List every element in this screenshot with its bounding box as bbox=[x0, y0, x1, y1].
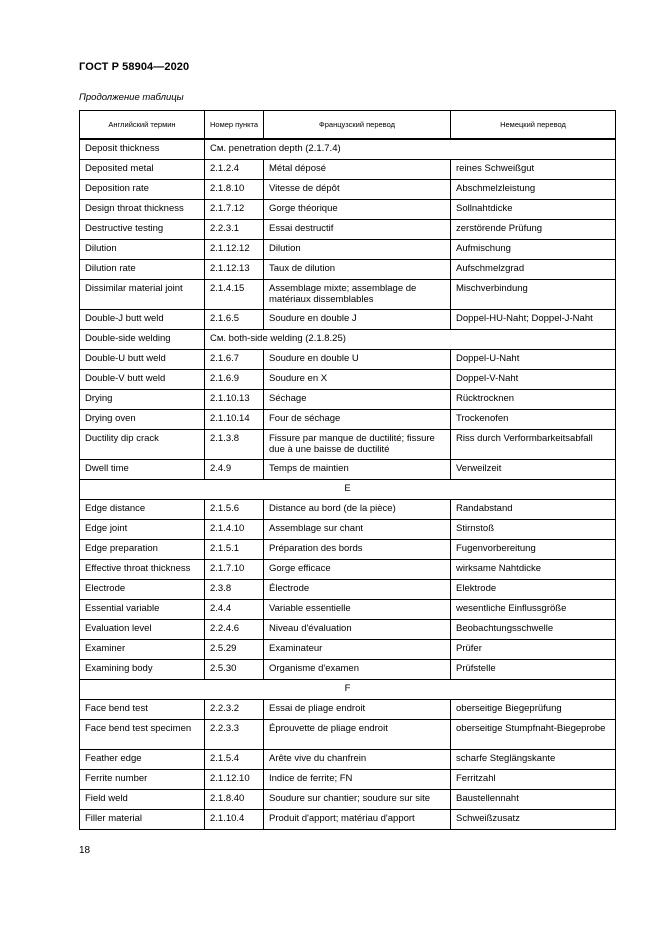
column-header-german: Немецкий перевод bbox=[451, 111, 616, 140]
table-row bbox=[80, 240, 616, 260]
item-number: 2.1.5.4 bbox=[205, 750, 264, 770]
english-term: Dilution bbox=[80, 240, 205, 260]
table-row bbox=[80, 560, 616, 580]
item-number: 2.1.12.13 bbox=[205, 260, 264, 280]
item-number: 2.1.6.7 bbox=[205, 350, 264, 370]
table-row bbox=[80, 160, 616, 180]
german-translation: Beobachtungsschwelle bbox=[451, 620, 616, 640]
german-translation: oberseitige Biegeprüfung bbox=[451, 700, 616, 720]
english-term: Ferrite number bbox=[80, 770, 205, 790]
table-row bbox=[80, 720, 616, 750]
english-term: Face bend test specimen bbox=[80, 720, 205, 750]
item-number: 2.5.30 bbox=[205, 660, 264, 680]
german-translation: Doppel-HU-Naht; Doppel-J-Naht bbox=[451, 310, 616, 330]
item-number: 2.1.5.6 bbox=[205, 500, 264, 520]
german-translation: Verweilzeit bbox=[451, 460, 616, 480]
item-number: 2.2.4.6 bbox=[205, 620, 264, 640]
french-translation: Organisme d'examen bbox=[264, 660, 451, 680]
table-row bbox=[80, 750, 616, 770]
table-row bbox=[80, 640, 616, 660]
french-translation: Séchage bbox=[264, 390, 451, 410]
french-translation: Dilution bbox=[264, 240, 451, 260]
item-number: 2.1.5.1 bbox=[205, 540, 264, 560]
english-term: Deposition rate bbox=[80, 180, 205, 200]
english-term: Edge joint bbox=[80, 520, 205, 540]
german-translation: reines Schweißgut bbox=[451, 160, 616, 180]
english-term: Drying bbox=[80, 390, 205, 410]
german-translation: Ferritzahl bbox=[451, 770, 616, 790]
item-number: 2.1.12.12 bbox=[205, 240, 264, 260]
table-row bbox=[80, 220, 616, 240]
table-row bbox=[80, 620, 616, 640]
french-translation: Taux de dilution bbox=[264, 260, 451, 280]
german-translation: Prüfstelle bbox=[451, 660, 616, 680]
french-translation: Niveau d'évaluation bbox=[264, 620, 451, 640]
german-translation: Stirnstoß bbox=[451, 520, 616, 540]
french-translation: Essai de pliage endroit bbox=[264, 700, 451, 720]
english-term: Evaluation level bbox=[80, 620, 205, 640]
item-number: 2.1.2.4 bbox=[205, 160, 264, 180]
item-number: 2.1.10.4 bbox=[205, 810, 264, 830]
english-term: Ductility dip crack bbox=[80, 430, 205, 460]
english-term: Electrode bbox=[80, 580, 205, 600]
german-translation: Abschmelzleistung bbox=[451, 180, 616, 200]
french-translation: Variable essentielle bbox=[264, 600, 451, 620]
table-row bbox=[80, 390, 616, 410]
german-translation: Aufschmelzgrad bbox=[451, 260, 616, 280]
table-row bbox=[80, 540, 616, 560]
french-translation: Distance au bord (de la pièce) bbox=[264, 500, 451, 520]
item-number: 2.1.8.10 bbox=[205, 180, 264, 200]
french-translation: Gorge théorique bbox=[264, 200, 451, 220]
german-translation: Mischverbindung bbox=[451, 280, 616, 310]
french-translation: Préparation des bords bbox=[264, 540, 451, 560]
german-translation: Sollnahtdicke bbox=[451, 200, 616, 220]
table-body bbox=[80, 139, 616, 830]
german-translation: Aufmischung bbox=[451, 240, 616, 260]
english-term: Field weld bbox=[80, 790, 205, 810]
french-translation: Gorge efficace bbox=[264, 560, 451, 580]
page-number: 18 bbox=[79, 845, 91, 856]
item-number: 2.3.8 bbox=[205, 580, 264, 600]
cross-reference: См. both-side welding (2.1.8.25) bbox=[205, 330, 616, 350]
french-translation: Soudure en double U bbox=[264, 350, 451, 370]
german-translation: scharfe Steglängskante bbox=[451, 750, 616, 770]
french-translation: Produit d'apport; matériau d'apport bbox=[264, 810, 451, 830]
english-term: Dilution rate bbox=[80, 260, 205, 280]
english-term: Deposited metal bbox=[80, 160, 205, 180]
section-row bbox=[80, 480, 616, 500]
table-row bbox=[80, 600, 616, 620]
french-translation: Soudure en X bbox=[264, 370, 451, 390]
french-translation: Indice de ferrite; FN bbox=[264, 770, 451, 790]
item-number: 2.2.3.2 bbox=[205, 700, 264, 720]
table-row bbox=[80, 180, 616, 200]
french-translation: Électrode bbox=[264, 580, 451, 600]
german-translation: wesentliche Einflussgröße bbox=[451, 600, 616, 620]
english-term: Examining body bbox=[80, 660, 205, 680]
english-term: Deposit thickness bbox=[80, 139, 205, 160]
french-translation: Temps de maintien bbox=[264, 460, 451, 480]
english-term: Dissimilar material joint bbox=[80, 280, 205, 310]
table-row bbox=[80, 810, 616, 830]
table-row bbox=[80, 260, 616, 280]
item-number: 2.2.3.3 bbox=[205, 720, 264, 750]
table-row bbox=[80, 660, 616, 680]
table-row bbox=[80, 330, 616, 350]
section-row bbox=[80, 680, 616, 700]
item-number: 2.1.4.10 bbox=[205, 520, 264, 540]
french-translation: Assemblage mixte; assemblage de matériaux dissemblables bbox=[264, 280, 451, 310]
column-header-number: Номер пункта bbox=[205, 111, 264, 140]
german-translation: Schweißzusatz bbox=[451, 810, 616, 830]
english-term: Destructive testing bbox=[80, 220, 205, 240]
table-row bbox=[80, 410, 616, 430]
german-translation: Randabstand bbox=[451, 500, 616, 520]
french-translation: Vitesse de dépôt bbox=[264, 180, 451, 200]
table-caption: Продолжение таблицы bbox=[79, 92, 184, 103]
english-term: Design throat thickness bbox=[80, 200, 205, 220]
item-number: 2.1.10.13 bbox=[205, 390, 264, 410]
french-translation: Examinateur bbox=[264, 640, 451, 660]
item-number: 2.4.9 bbox=[205, 460, 264, 480]
french-translation: Éprouvette de pliage endroit bbox=[264, 720, 451, 750]
german-translation: oberseitige Stumpfnaht-Biegeprobe bbox=[451, 720, 616, 750]
english-term: Edge distance bbox=[80, 500, 205, 520]
table-header-row bbox=[80, 111, 616, 140]
french-translation: Soudure sur chantier; soudure sur site bbox=[264, 790, 451, 810]
german-translation: Baustellennaht bbox=[451, 790, 616, 810]
table-row bbox=[80, 200, 616, 220]
terms-table bbox=[79, 110, 616, 830]
english-term: Double-V butt weld bbox=[80, 370, 205, 390]
german-translation: wirksame Nahtdicke bbox=[451, 560, 616, 580]
english-term: Essential variable bbox=[80, 600, 205, 620]
cross-reference: См. penetration depth (2.1.7.4) bbox=[205, 139, 616, 160]
item-number: 2.4.4 bbox=[205, 600, 264, 620]
table-row bbox=[80, 370, 616, 390]
table-row bbox=[80, 580, 616, 600]
german-translation: zerstörende Prüfung bbox=[451, 220, 616, 240]
english-term: Double-side welding bbox=[80, 330, 205, 350]
german-translation: Prüfer bbox=[451, 640, 616, 660]
french-translation: Métal déposé bbox=[264, 160, 451, 180]
french-translation: Arête vive du chanfrein bbox=[264, 750, 451, 770]
item-number: 2.1.6.9 bbox=[205, 370, 264, 390]
german-translation: Rücktrocknen bbox=[451, 390, 616, 410]
english-term: Dwell time bbox=[80, 460, 205, 480]
english-term: Filler material bbox=[80, 810, 205, 830]
item-number: 2.1.4.15 bbox=[205, 280, 264, 310]
section-letter: E bbox=[80, 480, 616, 500]
table-row bbox=[80, 350, 616, 370]
item-number: 2.5.29 bbox=[205, 640, 264, 660]
table-row bbox=[80, 700, 616, 720]
german-translation: Doppel-U-Naht bbox=[451, 350, 616, 370]
english-term: Face bend test bbox=[80, 700, 205, 720]
french-translation: Essai destructif bbox=[264, 220, 451, 240]
table-row bbox=[80, 790, 616, 810]
french-translation: Four de séchage bbox=[264, 410, 451, 430]
table-row bbox=[80, 460, 616, 480]
column-header-french: Французский перевод bbox=[264, 111, 451, 140]
german-translation: Doppel-V-Naht bbox=[451, 370, 616, 390]
french-translation: Fissure par manque de ductilité; fissure due à une baisse de ductilité bbox=[264, 430, 451, 460]
german-translation: Fugenvorbereitung bbox=[451, 540, 616, 560]
table-row bbox=[80, 520, 616, 540]
english-term: Edge preparation bbox=[80, 540, 205, 560]
item-number: 2.1.7.12 bbox=[205, 200, 264, 220]
item-number: 2.2.3.1 bbox=[205, 220, 264, 240]
table-row bbox=[80, 500, 616, 520]
column-header-english: Английский термин bbox=[80, 111, 205, 140]
english-term: Double-U butt weld bbox=[80, 350, 205, 370]
document-title: ГОСТ Р 58904—2020 bbox=[79, 61, 190, 73]
item-number: 2.1.8.40 bbox=[205, 790, 264, 810]
english-term: Feather edge bbox=[80, 750, 205, 770]
section-letter: F bbox=[80, 680, 616, 700]
french-translation: Soudure en double J bbox=[264, 310, 451, 330]
table-row bbox=[80, 770, 616, 790]
english-term: Double-J butt weld bbox=[80, 310, 205, 330]
item-number: 2.1.6.5 bbox=[205, 310, 264, 330]
item-number: 2.1.7.10 bbox=[205, 560, 264, 580]
german-translation: Elektrode bbox=[451, 580, 616, 600]
item-number: 2.1.3.8 bbox=[205, 430, 264, 460]
english-term: Effective throat thickness bbox=[80, 560, 205, 580]
english-term: Drying oven bbox=[80, 410, 205, 430]
item-number: 2.1.12.10 bbox=[205, 770, 264, 790]
table-row bbox=[80, 310, 616, 330]
german-translation: Trockenofen bbox=[451, 410, 616, 430]
french-translation: Assemblage sur chant bbox=[264, 520, 451, 540]
german-translation: Riss durch Verformbarkeitsabfall bbox=[451, 430, 616, 460]
table-row bbox=[80, 280, 616, 310]
table-row bbox=[80, 139, 616, 160]
english-term: Examiner bbox=[80, 640, 205, 660]
table-row bbox=[80, 430, 616, 460]
item-number: 2.1.10.14 bbox=[205, 410, 264, 430]
